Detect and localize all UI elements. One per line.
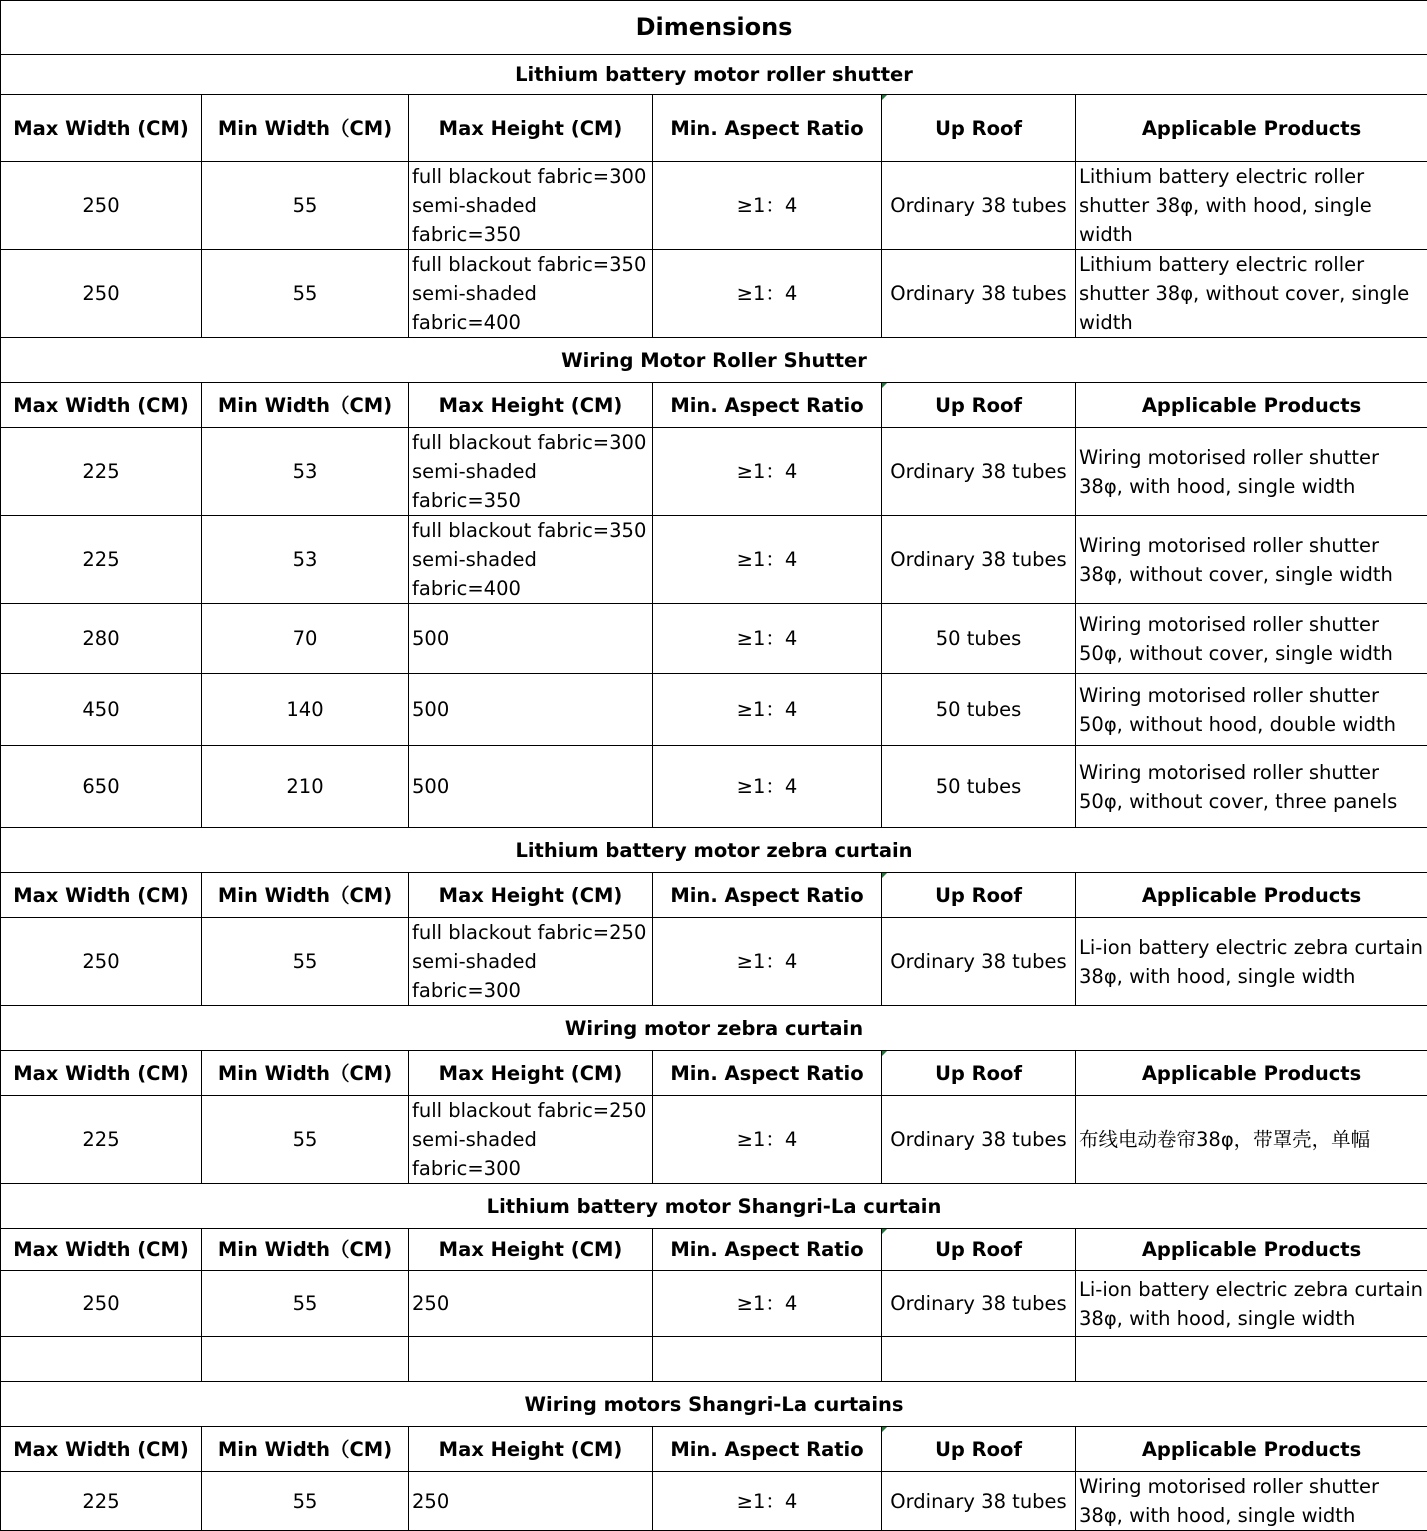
up-roof-cell: Ordinary 38 tubes [882, 1472, 1076, 1531]
header-row [1, 95, 1427, 162]
aspect-ratio-cell: ≥1：4 [653, 250, 882, 338]
max-width-cell: 250 [1, 1271, 202, 1337]
up-roof-cell: 50 tubes [882, 674, 1076, 746]
section-title-row [1, 1006, 1427, 1051]
aspect-ratio-cell: ≥1：4 [653, 428, 882, 516]
column-header: Up Roof [882, 1427, 1076, 1472]
max-width-cell: 250 [1, 250, 202, 338]
column-header: Max Height (CM) [409, 873, 653, 918]
section-title: Lithium battery motor Shangri-La curtain [1, 1184, 1427, 1229]
table-row [1, 746, 1427, 828]
header-row [1, 1427, 1427, 1472]
min-width-cell: 53 [202, 428, 409, 516]
max-width-cell: 280 [1, 604, 202, 674]
max-height-line: semi-shaded fabric=300 [412, 1125, 649, 1183]
aspect-ratio-cell: ≥1：4 [653, 516, 882, 604]
max-height-cell [409, 674, 653, 746]
applicable-products-cell: Wiring motorised roller shutter 38φ, with hood, single width [1076, 1472, 1427, 1531]
aspect-ratio-cell: ≥1：4 [653, 1472, 882, 1531]
max-height-cell [409, 250, 653, 338]
column-header: Min Width（CM) [202, 1427, 409, 1472]
table-row [1, 516, 1427, 604]
table-row [1, 604, 1427, 674]
applicable-products-cell: Wiring motorised roller shutter 38φ, without cover, single width [1076, 516, 1427, 604]
up-roof-cell: Ordinary 38 tubes [882, 162, 1076, 250]
min-width-cell: 55 [202, 162, 409, 250]
table-row [1, 428, 1427, 516]
applicable-products-cell: Wiring motorised roller shutter 50φ, without cover, three panels [1076, 746, 1427, 828]
column-header: Max Height (CM) [409, 95, 653, 162]
applicable-products-cell: Li-ion battery electric zebra curtain 38φ, with hood, single width [1076, 918, 1427, 1006]
section-title-row [1, 828, 1427, 873]
table-row [1, 1271, 1427, 1337]
max-width-cell: 225 [1, 1472, 202, 1531]
section-title-row [1, 1382, 1427, 1427]
max-width-cell: 250 [1, 918, 202, 1006]
column-header: Up Roof [882, 383, 1076, 428]
max-height-cell [409, 1271, 653, 1337]
table-row [1, 1472, 1427, 1531]
column-header: Up Roof [882, 1051, 1076, 1096]
max-height-line: semi-shaded fabric=300 [412, 947, 649, 1005]
applicable-products-cell: Wiring motorised roller shutter 38φ, with hood, single width [1076, 428, 1427, 516]
section-title: Wiring motor zebra curtain [1, 1006, 1427, 1051]
column-header: Min. Aspect Ratio [653, 383, 882, 428]
up-roof-cell: Ordinary 38 tubes [882, 918, 1076, 1006]
column-header: Max Height (CM) [409, 1051, 653, 1096]
column-header: Applicable Products [1076, 1427, 1427, 1472]
min-width-cell: 55 [202, 250, 409, 338]
max-height-line: semi-shaded fabric=400 [412, 545, 649, 603]
max-height-line: 500 [412, 624, 649, 653]
column-header: Min. Aspect Ratio [653, 1229, 882, 1271]
max-width-cell: 225 [1, 516, 202, 604]
table-row [1, 250, 1427, 338]
column-header: Up Roof [882, 873, 1076, 918]
max-height-line: full blackout fabric=250 [412, 918, 649, 947]
max-height-cell [409, 918, 653, 1006]
aspect-ratio-cell: ≥1：4 [653, 604, 882, 674]
title-row [1, 1, 1427, 55]
applicable-products-cell: Wiring motorised roller shutter 50φ, without cover, single width [1076, 604, 1427, 674]
max-height-cell [409, 604, 653, 674]
header-row [1, 873, 1427, 918]
column-header: Max Width (CM) [1, 1427, 202, 1472]
aspect-ratio-cell [653, 1337, 882, 1382]
up-roof-cell: Ordinary 38 tubes [882, 516, 1076, 604]
table-row [1, 162, 1427, 250]
min-width-cell: 55 [202, 918, 409, 1006]
applicable-products-cell: 布线电动卷帘38φ，带罩壳，单幅 [1076, 1096, 1427, 1184]
column-header: Applicable Products [1076, 95, 1427, 162]
column-header: Max Width (CM) [1, 873, 202, 918]
column-header: Min Width（CM) [202, 1051, 409, 1096]
column-header: Applicable Products [1076, 1229, 1427, 1271]
min-width-cell: 210 [202, 746, 409, 828]
header-row [1, 1051, 1427, 1096]
up-roof-cell: Ordinary 38 tubes [882, 1271, 1076, 1337]
up-roof-cell: 50 tubes [882, 746, 1076, 828]
max-height-line: full blackout fabric=250 [412, 1096, 649, 1125]
column-header: Max Height (CM) [409, 1229, 653, 1271]
max-width-cell: 450 [1, 674, 202, 746]
up-roof-cell: Ordinary 38 tubes [882, 250, 1076, 338]
column-header: Up Roof [882, 95, 1076, 162]
column-header: Applicable Products [1076, 1051, 1427, 1096]
max-height-cell [409, 516, 653, 604]
max-height-line: 250 [412, 1289, 649, 1318]
column-header: Min. Aspect Ratio [653, 95, 882, 162]
max-height-cell [409, 1096, 653, 1184]
min-width-cell: 55 [202, 1472, 409, 1531]
max-width-cell: 650 [1, 746, 202, 828]
max-height-line: full blackout fabric=350 [412, 516, 649, 545]
column-header: Up Roof [882, 1229, 1076, 1271]
max-width-cell: 225 [1, 428, 202, 516]
up-roof-cell: Ordinary 38 tubes [882, 1096, 1076, 1184]
min-width-cell: 70 [202, 604, 409, 674]
table-row [1, 918, 1427, 1006]
max-height-line: 500 [412, 695, 649, 724]
column-header: Max Width (CM) [1, 1229, 202, 1271]
section-title: Lithium battery motor roller shutter [1, 55, 1427, 95]
table-row [1, 1096, 1427, 1184]
aspect-ratio-cell: ≥1：4 [653, 918, 882, 1006]
column-header: Applicable Products [1076, 383, 1427, 428]
max-height-line: full blackout fabric=300 [412, 428, 649, 457]
max-height-cell [409, 1472, 653, 1531]
table-row [1, 1337, 1427, 1382]
max-height-line: 500 [412, 772, 649, 801]
min-width-cell [202, 1337, 409, 1382]
column-header: Min Width（CM) [202, 95, 409, 162]
aspect-ratio-cell: ≥1：4 [653, 1096, 882, 1184]
max-height-cell [409, 1337, 653, 1382]
up-roof-cell [882, 1337, 1076, 1382]
applicable-products-cell [1076, 1337, 1427, 1382]
column-header: Min Width（CM) [202, 383, 409, 428]
table-title: Dimensions [1, 1, 1427, 55]
max-height-cell [409, 162, 653, 250]
min-width-cell: 53 [202, 516, 409, 604]
header-row [1, 383, 1427, 428]
column-header: Min. Aspect Ratio [653, 1427, 882, 1472]
max-width-cell: 225 [1, 1096, 202, 1184]
section-title: Wiring Motor Roller Shutter [1, 338, 1427, 383]
section-title-row [1, 55, 1427, 95]
column-header: Applicable Products [1076, 873, 1427, 918]
max-height-line: semi-shaded fabric=350 [412, 457, 649, 515]
min-width-cell: 55 [202, 1096, 409, 1184]
column-header: Max Height (CM) [409, 383, 653, 428]
applicable-products-cell: Wiring motorised roller shutter 50φ, without hood, double width [1076, 674, 1427, 746]
column-header: Min Width（CM) [202, 1229, 409, 1271]
min-width-cell: 55 [202, 1271, 409, 1337]
section-title: Wiring motors Shangri-La curtains [1, 1382, 1427, 1427]
column-header: Max Width (CM) [1, 1051, 202, 1096]
aspect-ratio-cell: ≥1：4 [653, 162, 882, 250]
max-height-line: semi-shaded fabric=400 [412, 279, 649, 337]
up-roof-cell: Ordinary 38 tubes [882, 428, 1076, 516]
section-title-row [1, 1184, 1427, 1229]
section-title-row [1, 338, 1427, 383]
aspect-ratio-cell: ≥1：4 [653, 746, 882, 828]
column-header: Max Width (CM) [1, 383, 202, 428]
aspect-ratio-cell: ≥1：4 [653, 1271, 882, 1337]
column-header: Max Width (CM) [1, 95, 202, 162]
max-height-cell [409, 428, 653, 516]
aspect-ratio-cell: ≥1：4 [653, 674, 882, 746]
up-roof-cell: 50 tubes [882, 604, 1076, 674]
column-header: Min. Aspect Ratio [653, 873, 882, 918]
table-body [1, 1, 1427, 1531]
max-height-line: semi-shaded fabric=350 [412, 191, 649, 249]
applicable-products-cell: Lithium battery electric roller shutter 38φ, without cover, single width [1076, 250, 1427, 338]
max-height-line: full blackout fabric=300 [412, 162, 649, 191]
header-row [1, 1229, 1427, 1271]
max-height-cell [409, 746, 653, 828]
min-width-cell: 140 [202, 674, 409, 746]
column-header: Max Height (CM) [409, 1427, 653, 1472]
table-row [1, 674, 1427, 746]
applicable-products-cell: Lithium battery electric roller shutter 38φ, with hood, single width [1076, 162, 1427, 250]
column-header: Min. Aspect Ratio [653, 1051, 882, 1096]
applicable-products-cell: Li-ion battery electric zebra curtain 38φ, with hood, single width [1076, 1271, 1427, 1337]
column-header: Min Width（CM) [202, 873, 409, 918]
max-width-cell [1, 1337, 202, 1382]
max-height-line: 250 [412, 1487, 649, 1516]
section-title: Lithium battery motor zebra curtain [1, 828, 1427, 873]
max-height-line: full blackout fabric=350 [412, 250, 649, 279]
max-width-cell: 250 [1, 162, 202, 250]
